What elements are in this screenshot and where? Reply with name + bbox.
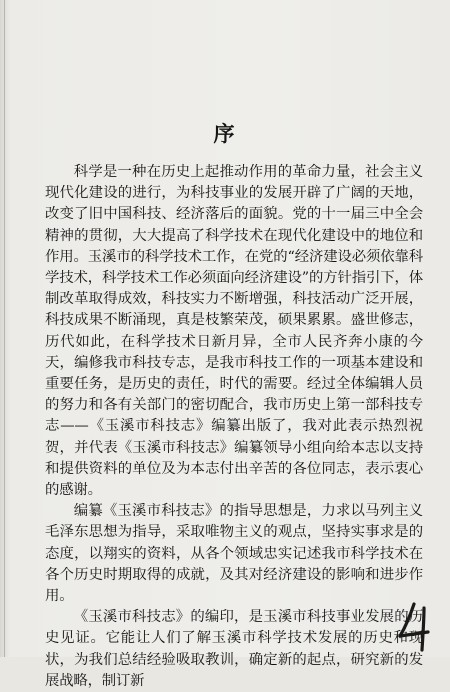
body-text: [45, 162, 423, 692]
paragraph-2: 编纂《玉溪市科技志》的指导思想是，力求以马列主义毛泽东思想为指导，采取唯物主义的观点，坚持实事求是的态度，以翔实的资料，从各个领域忠实记述我市科学技术在各个历史时期取得的成就，及其对经济建设的影响和进步作用。: [45, 503, 423, 605]
scan-edge-shadow: [4, 0, 5, 657]
paragraph-1: 科学是一种在历史上起推动作用的革命力量，社会主义现代化建设的进行，为科技事业的发展开辟了广阔的天地，改变了旧中国科技、经济落后的面貌。党的十一届三中全会精神的贯彻，大大提高了科学技术在现代化建设中的地位和作用。玉溪市的科学技术工作，在党的“经济建设必须依靠科学技术，科学技术工作必须面向经济建设”的方针指引下，体制改革取得成效，科技实力不断增强，科技活动广泛开展，科技成果不断涌现，真是枝繁荣茂，硕果累累。盛世修志，历代如此，在科学技术日新月异，全市人民齐奔小康的今天，编修我市科技专志，是我市科技工作的一项基本建设和重要任务，是历史的责任，时代的需要。经过全体编辑人员的努力和各有关部门的密切配合，我市历史上第一部科技专志——《玉溪市科技志》编纂出版了，我对此表示热烈祝贺，并代表《玉溪市科技志》编纂领导小组向给本志以支持和提供资料的单位及为本志付出辛苦的各位同志，表示衷心的感谢。: [45, 164, 423, 499]
handwritten-page-number: [392, 600, 444, 654]
page-title: 序: [213, 121, 237, 146]
paragraph-3: 《玉溪市科技志》的编印，是玉溪市科技事业发展的历史见证。它能让人们了解玉溪市科学技术发展的历史和现状，为我们总结经验吸取教训，确定新的起点，研究新的发展战略，制订新: [45, 609, 423, 689]
